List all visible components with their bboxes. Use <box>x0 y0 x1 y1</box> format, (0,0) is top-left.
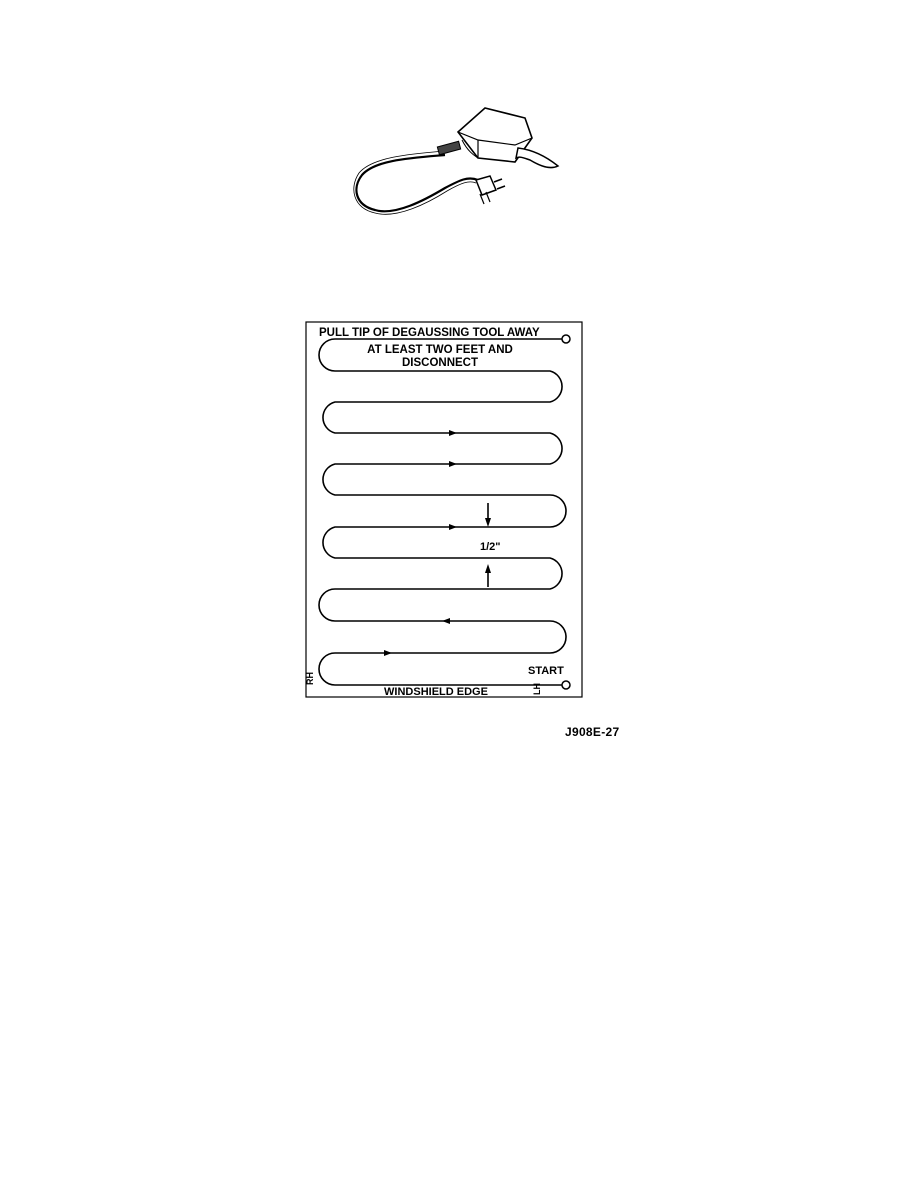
instruction-line-1: PULL TIP OF DEGAUSSING TOOL AWAY <box>319 327 540 339</box>
lh-label: LH <box>532 683 542 695</box>
direction-arrow-icon <box>442 618 450 624</box>
figure-id-label: J908E-27 <box>565 725 620 739</box>
direction-arrow-icon <box>449 430 457 436</box>
start-point-icon <box>562 681 570 689</box>
degaussing-tool-icon <box>350 100 570 225</box>
tool-plug-icon <box>476 176 505 204</box>
start-label: START <box>528 665 564 677</box>
windshield-edge-label: WINDSHIELD EDGE <box>384 686 488 698</box>
tool-body <box>458 108 558 168</box>
spacing-label: 1/2" <box>480 541 501 553</box>
windshield-frame <box>306 322 582 697</box>
rh-label: RH <box>305 672 315 685</box>
instruction-line-3: DISCONNECT <box>401 357 479 369</box>
tool-cord <box>356 155 478 211</box>
direction-arrow-icon <box>449 524 457 530</box>
degaussing-pattern-diagram <box>300 315 590 705</box>
instruction-line-2: AT LEAST TWO FEET AND <box>367 344 513 356</box>
direction-arrow-icon <box>449 461 457 467</box>
tool-strain-relief <box>437 141 460 154</box>
degaussing-path <box>319 339 566 685</box>
direction-arrow-icon <box>384 650 392 656</box>
end-point-icon <box>562 335 570 343</box>
